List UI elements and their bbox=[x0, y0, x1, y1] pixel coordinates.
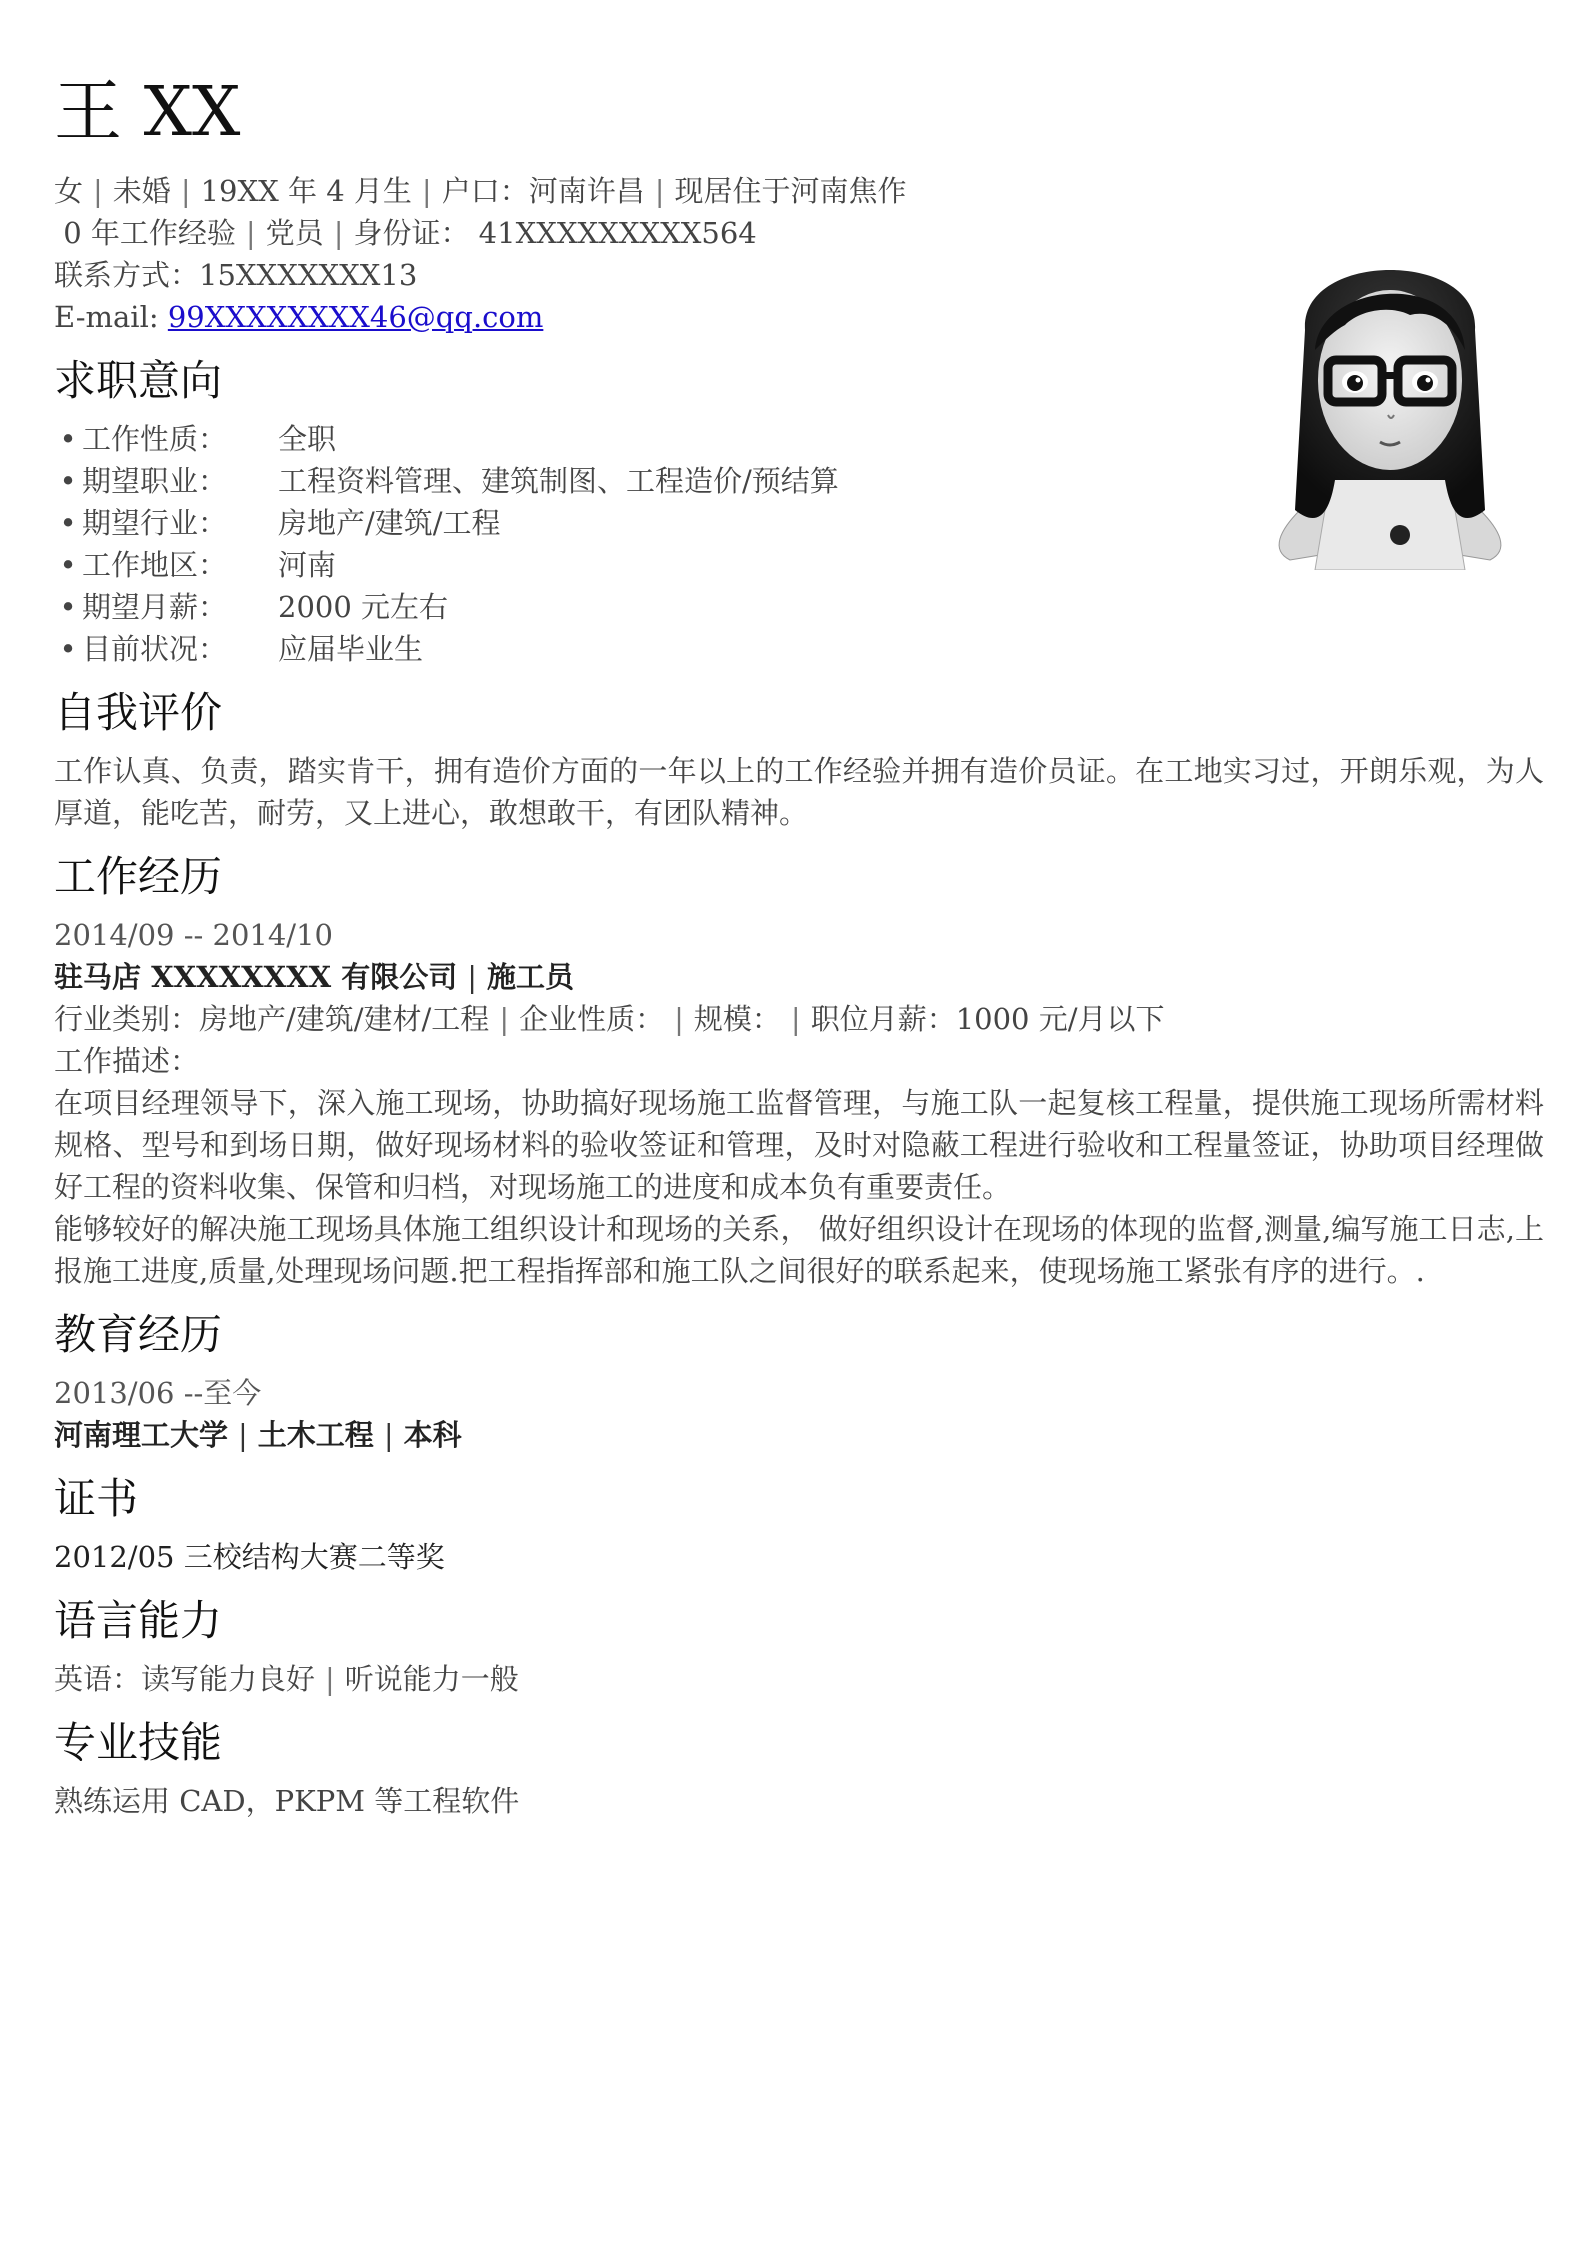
job-position: 施工员 bbox=[486, 960, 574, 994]
list-item: • 期望行业： 房地产/建筑/工程 bbox=[59, 506, 501, 540]
degree: 本科 bbox=[403, 1418, 462, 1452]
skills-text: 熟练运用 CAD，PKPM 等工程软件 bbox=[54, 1784, 520, 1818]
certificate-title: 证书 bbox=[54, 1474, 139, 1523]
industry: 行业类别：房地产/建筑/建材/工程 bbox=[54, 1002, 490, 1036]
candidate-name: 王 XX bbox=[54, 73, 241, 152]
birth-date: 19XX 年 4 月生 bbox=[200, 174, 412, 208]
work-meta-line: 行业类别：房地产/建筑/建材/工程 | 企业性质： | 规模： | 职位月薪：1000 元/月以下 bbox=[54, 1002, 1165, 1036]
list-item: • 工作地区： 河南 bbox=[59, 548, 337, 582]
basic-info-line-1: 女 | 未婚 | 19XX 年 4 月生 | 户口：河南许昌 | 现居住于河南焦作 bbox=[54, 174, 907, 208]
work-desc-label: 工作描述： bbox=[54, 1044, 200, 1078]
company-scale: 规模： bbox=[693, 1002, 781, 1036]
job-salary: 职位月薪：1000 元/月以下 bbox=[810, 1002, 1165, 1036]
self-eval-title: 自我评价 bbox=[54, 688, 223, 737]
hukou: 户口：河南许昌 bbox=[441, 174, 645, 208]
political-status: 党员 bbox=[265, 216, 324, 250]
education-title: 教育经历 bbox=[54, 1310, 223, 1359]
language-title: 语言能力 bbox=[54, 1596, 223, 1645]
education-line: 河南理工大学 | 土木工程 | 本科 bbox=[54, 1418, 462, 1452]
work-desc-1: 在项目经理领导下，深入施工现场，协助搞好现场施工监督管理，与施工队一起复核工程量，提供施工现场所需材料规格、型号和到场日期，做好现场材料的验收签证和管理，及时对隐蔽工程进行验收和工程量签证，协助项目经理做好工程的资料收集、保管和归档，对现场施工的进度和成本负有重要责任。 bbox=[54, 1086, 1544, 1204]
certificate-text: 2012/05 三校结构大赛二等奖 bbox=[54, 1540, 445, 1574]
company-nature: 企业性质： bbox=[519, 1002, 665, 1036]
avatar bbox=[1260, 210, 1520, 570]
intent-title: 求职意向 bbox=[54, 356, 223, 405]
education-period: 2013/06 --至今 bbox=[54, 1376, 262, 1410]
school-name: 河南理工大学 bbox=[54, 1418, 229, 1452]
email-link[interactable]: 99XXXXXXXX46@qq.com bbox=[167, 300, 544, 334]
self-eval-text: 工作认真、负责，踏实肯干，拥有造价方面的一年以上的工作经验并拥有造价员证。在工地实习过，开朗乐观，为人厚道，能吃苦，耐劳，又上进心，敢想敢干，有团队精神。 bbox=[54, 754, 1544, 830]
skills-title: 专业技能 bbox=[54, 1718, 223, 1767]
list-item: • 期望职业： 工程资料管理、建筑制图、工程造价/预结算 bbox=[59, 464, 839, 498]
residence: 现居住于河南焦作 bbox=[674, 174, 907, 208]
list-item: • 工作性质： 全职 bbox=[59, 422, 337, 456]
language-listen-speak: 听说能力一般 bbox=[344, 1662, 519, 1696]
gender: 女 bbox=[54, 174, 84, 208]
basic-info-line-2: 0 年工作经验 | 党员 | 身份证： 41XXXXXXXXX564 bbox=[54, 216, 757, 250]
company-name: 驻马店 XXXXXXXX 有限公司 bbox=[54, 960, 458, 994]
work-company-line: 驻马店 XXXXXXXX 有限公司 | 施工员 bbox=[54, 960, 574, 994]
major: 土木工程 bbox=[257, 1418, 374, 1452]
work-period: 2014/09 -- 2014/10 bbox=[54, 918, 333, 952]
language-read-write: 英语：读写能力良好 bbox=[54, 1662, 316, 1696]
work-desc-2: 能够较好的解决施工现场具体施工组织设计和现场的关系， 做好组织设计在现场的体现的监督,测量,编写施工日志,上报施工进度,质量,处理现场问题.把工程指挥部和施工队之间很好的联系起来，使现场施工紧张有序的进行。. bbox=[54, 1212, 1544, 1288]
work-experience-years: 0 年工作经验 bbox=[54, 216, 236, 250]
contact-phone: 联系方式：15XXXXXXX13 bbox=[54, 258, 418, 292]
list-item: • 目前状况： 应届毕业生 bbox=[59, 632, 424, 666]
language-line: 英语：读写能力良好 | 听说能力一般 bbox=[54, 1662, 519, 1696]
marital-status: 未婚 bbox=[112, 174, 171, 208]
id-card: 身份证： 41XXXXXXXXX564 bbox=[353, 216, 757, 250]
work-title: 工作经历 bbox=[54, 852, 223, 901]
list-item: • 期望月薪： 2000 元左右 bbox=[59, 590, 449, 624]
email-label: E-mail: bbox=[54, 300, 168, 334]
